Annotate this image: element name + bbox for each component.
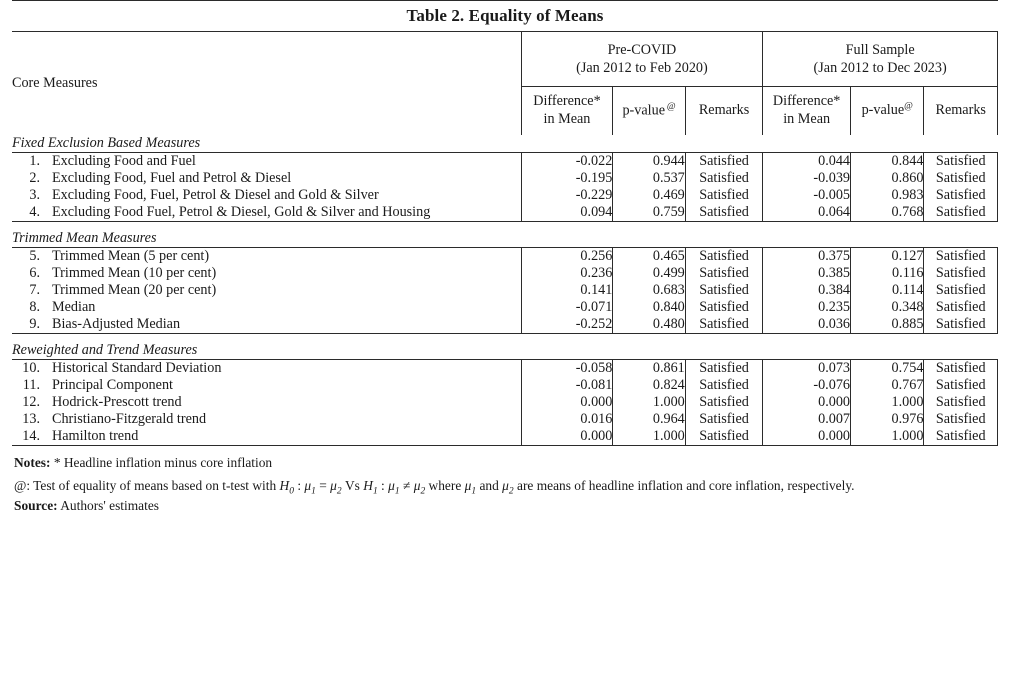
cell-full-remark: Satisfied xyxy=(924,204,998,222)
cell-pre-remark: Satisfied xyxy=(685,204,763,222)
note-at-tail: are means of headline inflation and core inflation, respectively. xyxy=(517,478,855,494)
cell-full-difference: 0.375 xyxy=(763,248,851,266)
cell-full-difference: 0.064 xyxy=(763,204,851,222)
section-spacer-row xyxy=(12,222,998,231)
table-row xyxy=(12,282,998,299)
cell-full-remark: Satisfied xyxy=(924,248,998,266)
cell-pre-pvalue: 0.469 xyxy=(613,187,685,204)
row-measure-name: Historical Standard Deviation xyxy=(52,360,222,376)
cell-pre-pvalue: 0.537 xyxy=(613,170,685,187)
cell-full-difference: 0.000 xyxy=(763,428,851,446)
section-spacer xyxy=(12,334,998,343)
header-group-full-sample-name: Full Sample xyxy=(845,41,915,58)
cell-pre-difference: 0.000 xyxy=(521,394,613,411)
cell-full-difference: 0.007 xyxy=(763,411,851,428)
cell-full-remark: Satisfied xyxy=(924,360,998,378)
note-equals: = xyxy=(319,478,327,494)
row-label-cell xyxy=(12,411,521,428)
table-body xyxy=(12,135,998,446)
header-full-difference-line1: Difference* xyxy=(772,93,841,110)
header-full-pvalue xyxy=(851,87,924,136)
column-header-core-measures: Core Measures xyxy=(12,75,98,91)
table-row xyxy=(12,360,998,378)
note-at-prefix: @: Test of equality of means based on t-test with xyxy=(14,478,277,494)
cell-pre-difference: 0.256 xyxy=(521,248,613,266)
cell-pre-pvalue: 0.499 xyxy=(613,265,685,282)
note-mu1-c-sub: 1 xyxy=(471,486,477,497)
cell-full-difference: -0.039 xyxy=(763,170,851,187)
row-measure-name: Christiano-Fitzgerald trend xyxy=(52,411,207,427)
header-pre-difference xyxy=(521,87,613,136)
row-number: 8. xyxy=(29,299,40,315)
cell-pre-remark: Satisfied xyxy=(685,428,763,446)
table-row xyxy=(12,299,998,316)
cell-pre-difference: 0.000 xyxy=(521,428,613,446)
header-group-pre-covid-period: (Jan 2012 to Feb 2020) xyxy=(576,60,708,76)
cell-full-remark: Satisfied xyxy=(924,428,998,446)
note-at-line xyxy=(14,476,996,495)
row-label-cell xyxy=(12,187,521,204)
table-head xyxy=(12,32,998,135)
cell-pre-difference: -0.071 xyxy=(521,299,613,316)
cell-full-difference: 0.235 xyxy=(763,299,851,316)
cell-pre-difference: 0.236 xyxy=(521,265,613,282)
cell-full-pvalue: 1.000 xyxy=(851,428,924,446)
cell-pre-remark: Satisfied xyxy=(685,153,763,171)
cell-full-pvalue: 0.885 xyxy=(851,316,924,334)
note-mu2-c: μ xyxy=(502,478,509,494)
table-row xyxy=(12,248,998,266)
header-group-pre-covid xyxy=(521,32,763,87)
row-measure-name: Excluding Food Fuel, Petrol & Diesel, Gold & Silver and Housing xyxy=(52,204,431,220)
row-number: 6. xyxy=(29,265,40,281)
cell-pre-remark: Satisfied xyxy=(685,360,763,378)
note-mu2-b-sub: 2 xyxy=(420,486,426,497)
note-mu1-c: μ xyxy=(464,478,472,494)
cell-pre-difference: -0.252 xyxy=(521,316,613,334)
row-number: 13. xyxy=(22,411,40,427)
cell-pre-remark: Satisfied xyxy=(685,265,763,282)
source-line xyxy=(14,496,996,515)
table-row xyxy=(12,204,998,222)
cell-full-pvalue: 0.754 xyxy=(851,360,924,378)
row-number: 11. xyxy=(22,377,40,393)
row-measure-name: Excluding Food and Fuel xyxy=(52,153,196,169)
table-row xyxy=(12,265,998,282)
cell-pre-remark: Satisfied xyxy=(685,299,763,316)
cell-full-remark: Satisfied xyxy=(924,153,998,171)
row-measure-name: Hamilton trend xyxy=(52,428,139,444)
row-label-cell xyxy=(12,428,521,446)
note-h0-sub: 0 xyxy=(289,486,294,497)
table-row xyxy=(12,428,998,446)
table-row xyxy=(12,411,998,428)
cell-full-difference: 0.000 xyxy=(763,394,851,411)
cell-pre-pvalue: 0.683 xyxy=(613,282,685,299)
cell-full-difference: -0.005 xyxy=(763,187,851,204)
cell-full-difference: 0.044 xyxy=(763,153,851,171)
header-full-difference-line2: in Mean xyxy=(783,111,831,127)
row-measure-name: Bias-Adjusted Median xyxy=(52,316,181,332)
note-mu2-a: μ xyxy=(330,478,337,494)
cell-full-remark: Satisfied xyxy=(924,411,998,428)
row-number: 10. xyxy=(22,360,40,376)
note-h0: H xyxy=(279,478,290,494)
note-mu2-b: μ xyxy=(413,478,421,494)
cell-full-pvalue: 0.114 xyxy=(851,282,924,299)
cell-full-difference: 0.384 xyxy=(763,282,851,299)
cell-pre-remark: Satisfied xyxy=(685,248,763,266)
row-label-cell xyxy=(12,377,521,394)
cell-pre-remark: Satisfied xyxy=(685,187,763,204)
cell-full-remark: Satisfied xyxy=(924,299,998,316)
cell-full-remark: Satisfied xyxy=(924,187,998,204)
row-measure-name: Trimmed Mean (20 per cent) xyxy=(52,282,217,298)
section-heading-row xyxy=(12,135,998,153)
note-mu2-a-sub: 2 xyxy=(336,486,342,497)
note-vs: Vs xyxy=(345,478,360,494)
note-mu1-b-sub: 1 xyxy=(394,486,400,497)
row-number: 14. xyxy=(22,428,40,444)
cell-pre-pvalue: 0.824 xyxy=(613,377,685,394)
cell-pre-pvalue: 1.000 xyxy=(613,428,685,446)
cell-full-difference: 0.036 xyxy=(763,316,851,334)
section-spacer-row xyxy=(12,334,998,343)
row-measure-name: Principal Component xyxy=(52,377,173,393)
row-number: 7. xyxy=(29,282,40,298)
cell-pre-pvalue: 0.840 xyxy=(613,299,685,316)
note-not-equals: ≠ xyxy=(402,478,411,494)
note-h1-sub: 1 xyxy=(372,486,378,497)
row-label-cell xyxy=(12,360,521,378)
cell-pre-remark: Satisfied xyxy=(685,411,763,428)
row-measure-name: Hodrick-Prescott trend xyxy=(52,394,182,410)
header-pre-pvalue xyxy=(613,87,685,136)
cell-pre-remark: Satisfied xyxy=(685,170,763,187)
note-colon-2: : xyxy=(381,478,385,494)
header-full-pvalue-text: p-value xyxy=(861,102,905,119)
section-heading: Reweighted and Trend Measures xyxy=(12,342,198,358)
cell-pre-remark: Satisfied xyxy=(685,394,763,411)
equality-of-means-table xyxy=(12,32,998,446)
cell-pre-remark: Satisfied xyxy=(685,282,763,299)
header-group-full-sample-period: (Jan 2012 to Dec 2023) xyxy=(813,60,947,76)
notes-label: Notes: xyxy=(14,455,51,470)
table-row xyxy=(12,377,998,394)
table-row xyxy=(12,170,998,187)
table-title-band xyxy=(12,1,998,31)
cell-pre-difference: -0.195 xyxy=(521,170,613,187)
note-star-line xyxy=(14,453,996,472)
row-label-cell xyxy=(12,170,521,187)
row-label-cell xyxy=(12,153,521,171)
cell-pre-pvalue: 0.480 xyxy=(613,316,685,334)
row-measure-name: Median xyxy=(52,299,96,315)
cell-pre-difference: 0.094 xyxy=(521,204,613,222)
cell-full-pvalue: 0.860 xyxy=(851,170,924,187)
cell-full-pvalue: 1.000 xyxy=(851,394,924,411)
table-notes xyxy=(12,446,998,515)
page-title: Table 2. Equality of Means xyxy=(406,6,604,25)
row-label-cell xyxy=(12,316,521,334)
section-spacer xyxy=(12,222,998,231)
note-mu2-c-sub: 2 xyxy=(508,486,514,497)
cell-full-pvalue: 0.976 xyxy=(851,411,924,428)
row-label-cell xyxy=(12,282,521,299)
cell-pre-pvalue: 1.000 xyxy=(613,394,685,411)
note-mu1-a: μ xyxy=(304,478,312,494)
row-number: 4. xyxy=(29,204,40,220)
table-row xyxy=(12,316,998,334)
note-where: where xyxy=(428,478,462,494)
table-row xyxy=(12,153,998,171)
cell-pre-difference: 0.141 xyxy=(521,282,613,299)
header-group-full-sample xyxy=(763,32,998,87)
cell-full-remark: Satisfied xyxy=(924,316,998,334)
row-label-cell xyxy=(12,248,521,266)
section-heading-row xyxy=(12,342,998,360)
section-heading: Trimmed Mean Measures xyxy=(12,230,157,246)
row-label-cell xyxy=(12,265,521,282)
row-number: 9. xyxy=(29,316,40,332)
note-mu1-b: μ xyxy=(388,478,395,494)
cell-full-remark: Satisfied xyxy=(924,282,998,299)
cell-full-pvalue: 0.768 xyxy=(851,204,924,222)
header-pre-pvalue-superscript: @ xyxy=(666,101,676,112)
note-h1: H xyxy=(363,478,373,494)
cell-full-remark: Satisfied xyxy=(924,265,998,282)
row-label-cell xyxy=(12,394,521,411)
row-number: 12. xyxy=(22,394,40,410)
cell-full-difference: 0.073 xyxy=(763,360,851,378)
note-colon-1: : xyxy=(297,478,302,494)
cell-full-pvalue: 0.844 xyxy=(851,153,924,171)
source-label: Source: xyxy=(14,498,58,514)
source-text: Authors' estimates xyxy=(60,498,159,514)
cell-pre-difference: -0.229 xyxy=(521,187,613,204)
row-label-cell xyxy=(12,204,521,222)
header-pre-remarks: Remarks xyxy=(685,87,763,136)
row-number: 3. xyxy=(29,187,40,203)
cell-full-difference: 0.385 xyxy=(763,265,851,282)
header-group-row xyxy=(12,32,998,87)
header-pre-pvalue-text: p-value xyxy=(622,102,665,119)
row-number: 5. xyxy=(29,248,40,264)
cell-pre-remark: Satisfied xyxy=(685,316,763,334)
header-group-pre-covid-name: Pre-COVID xyxy=(607,41,677,58)
cell-pre-pvalue: 0.944 xyxy=(613,153,685,171)
cell-full-remark: Satisfied xyxy=(924,394,998,411)
cell-full-pvalue: 0.983 xyxy=(851,187,924,204)
row-measure-name: Trimmed Mean (5 per cent) xyxy=(52,248,210,264)
note-star-text: * Headline inflation minus core inflation xyxy=(53,455,273,470)
header-full-pvalue-superscript: @ xyxy=(904,101,913,112)
row-measure-name: Excluding Food, Fuel and Petrol & Diesel xyxy=(52,170,292,186)
cell-pre-difference: -0.081 xyxy=(521,377,613,394)
cell-full-pvalue: 0.116 xyxy=(851,265,924,282)
cell-full-remark: Satisfied xyxy=(924,377,998,394)
cell-pre-difference: -0.022 xyxy=(521,153,613,171)
note-mu1-a-sub: 1 xyxy=(311,486,316,497)
cell-pre-pvalue: 0.759 xyxy=(613,204,685,222)
table-row xyxy=(12,394,998,411)
cell-pre-remark: Satisfied xyxy=(685,377,763,394)
row-measure-name: Trimmed Mean (10 per cent) xyxy=(52,265,217,281)
cell-full-difference: -0.076 xyxy=(763,377,851,394)
header-pre-difference-line2: in Mean xyxy=(543,111,591,127)
cell-full-remark: Satisfied xyxy=(924,170,998,187)
row-measure-name: Excluding Food, Fuel, Petrol & Diesel and Gold & Silver xyxy=(52,187,379,203)
cell-pre-difference: 0.016 xyxy=(521,411,613,428)
cell-pre-pvalue: 0.861 xyxy=(613,360,685,378)
row-number: 2. xyxy=(29,170,40,186)
cell-pre-difference: -0.058 xyxy=(521,360,613,378)
note-and: and xyxy=(479,478,499,494)
header-full-difference xyxy=(763,87,851,136)
table-row xyxy=(12,187,998,204)
header-pre-difference-line1: Difference* xyxy=(533,93,601,110)
cell-pre-pvalue: 0.964 xyxy=(613,411,685,428)
row-label-cell xyxy=(12,299,521,316)
row-number: 1. xyxy=(29,153,40,169)
header-full-remarks: Remarks xyxy=(924,87,998,136)
cell-pre-pvalue: 0.465 xyxy=(613,248,685,266)
cell-full-pvalue: 0.767 xyxy=(851,377,924,394)
section-heading-row xyxy=(12,230,998,248)
section-heading: Fixed Exclusion Based Measures xyxy=(12,135,201,151)
cell-full-pvalue: 0.127 xyxy=(851,248,924,266)
cell-full-pvalue: 0.348 xyxy=(851,299,924,316)
